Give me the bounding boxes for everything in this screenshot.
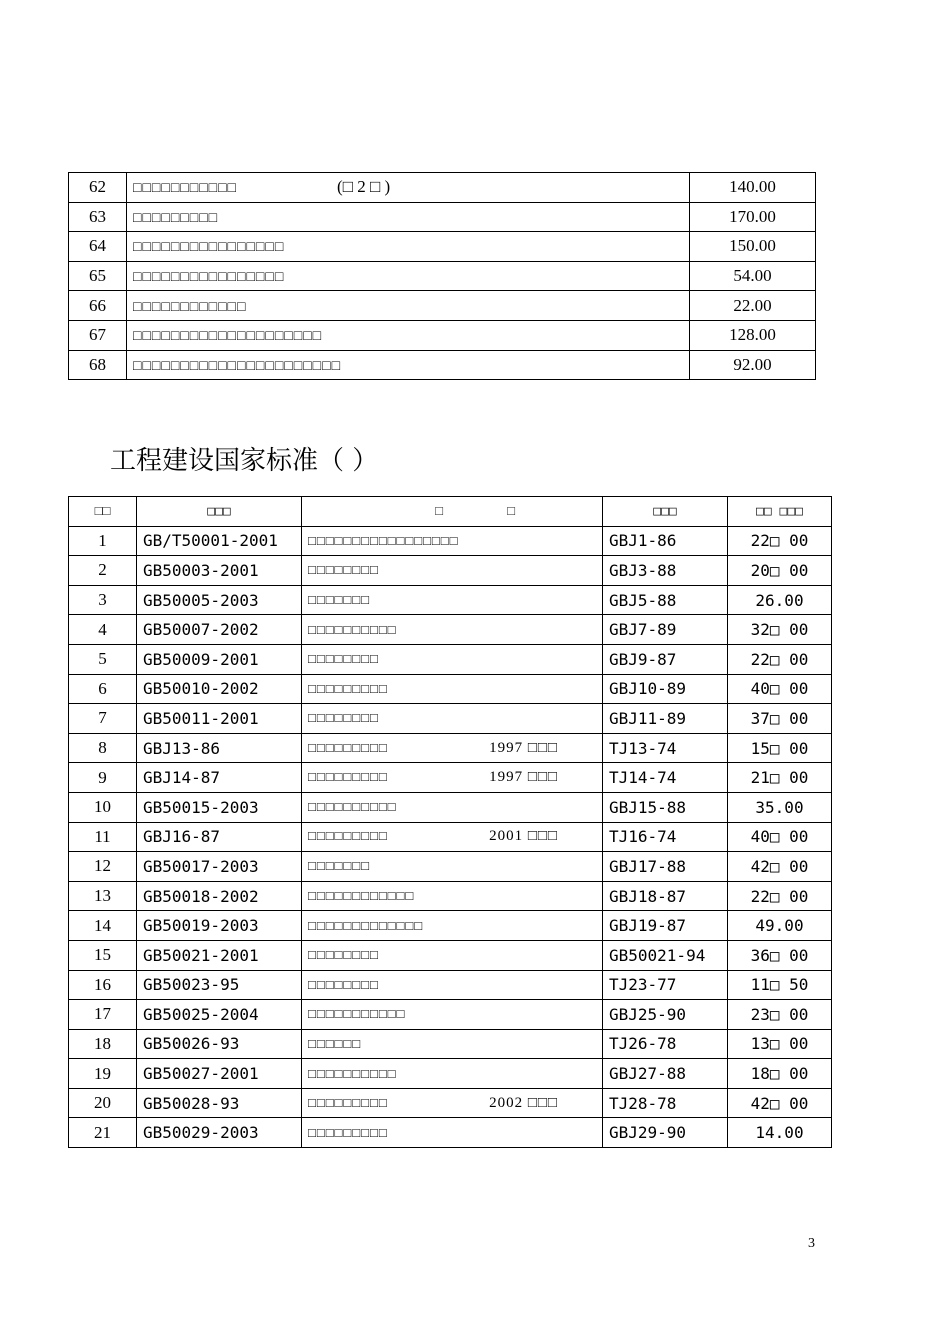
standard-code: GB50019-2003 <box>137 911 302 941</box>
replaced-code: GBJ3-88 <box>603 556 728 586</box>
standards-table <box>68 496 832 1148</box>
book-row <box>69 202 816 232</box>
standard-no: 8 <box>69 733 137 763</box>
standard-code: GB50027-2001 <box>137 1059 302 1089</box>
standard-no: 14 <box>69 911 137 941</box>
standard-code: GB50003-2001 <box>137 556 302 586</box>
standard-name-text: □□□□□□□□□□ <box>308 799 397 815</box>
standard-name <box>302 526 603 556</box>
replaced-code: GBJ5-88 <box>603 585 728 615</box>
standard-name <box>302 970 603 1000</box>
standard-name <box>302 940 603 970</box>
standard-name-text: □□□□□□□□□□□□□□□□□ <box>308 532 459 548</box>
standard-name <box>302 556 603 586</box>
standard-price: 49.00 <box>728 911 832 941</box>
standard-price: 22□ 00 <box>728 644 832 674</box>
standard-price: 23□ 00 <box>728 1000 832 1030</box>
replaced-code: GBJ17-88 <box>603 852 728 882</box>
standard-code: GB50009-2001 <box>137 644 302 674</box>
replaced-code: GBJ9-87 <box>603 644 728 674</box>
replaced-code: GBJ29-90 <box>603 1118 728 1148</box>
standard-name <box>302 911 603 941</box>
book-no: 68 <box>69 350 127 380</box>
standard-no: 13 <box>69 881 137 911</box>
table-row <box>69 733 832 763</box>
book-no: 62 <box>69 173 127 203</box>
standard-name-text: □□□□□□□□□ <box>308 1094 388 1110</box>
table-row <box>69 911 832 941</box>
standard-name-text: □□□□□□□□ <box>308 651 379 667</box>
header-name <box>302 497 603 527</box>
standard-no: 11 <box>69 822 137 852</box>
standard-price: 35.00 <box>728 792 832 822</box>
standard-code: GBJ14-87 <box>137 763 302 793</box>
book-title-text: □□□□□□□□□□□□ <box>133 299 247 315</box>
standard-name <box>302 792 603 822</box>
table-row <box>69 674 832 704</box>
standard-name-text: □□□□□□□□□□□ <box>308 1006 406 1022</box>
replaced-code: GBJ15-88 <box>603 792 728 822</box>
standard-price: 15□ 00 <box>728 733 832 763</box>
book-row <box>69 232 816 262</box>
standards-header-row <box>69 497 832 527</box>
table-row <box>69 1059 832 1089</box>
standard-code: GB50021-2001 <box>137 940 302 970</box>
header-no: □□ <box>69 497 137 527</box>
standard-no: 19 <box>69 1059 137 1089</box>
standard-name-text: □□□□□□□□□ <box>308 769 388 785</box>
replaced-code: TJ23-77 <box>603 970 728 1000</box>
standard-code: GB50007-2002 <box>137 615 302 645</box>
book-price: 140.00 <box>690 173 816 203</box>
book-no: 64 <box>69 232 127 262</box>
standard-no: 4 <box>69 615 137 645</box>
standard-price: 26.00 <box>728 585 832 615</box>
book-title-text: □□□□□□□□□□□□□□□□ <box>133 240 285 256</box>
book-row <box>69 350 816 380</box>
book-title-note: (□ 2 □ ) <box>337 177 391 197</box>
standard-price: 42□ 00 <box>728 852 832 882</box>
standard-name-text: □□□□□□□□□□ <box>308 621 397 637</box>
book-title <box>127 202 690 232</box>
book-title-text: □□□□□□□□□□□□□□□□□□□□□□ <box>133 358 342 374</box>
book-row <box>69 291 816 321</box>
standard-name-text: □□□□□□□□ <box>308 947 379 963</box>
header-name-b: □ <box>507 503 516 519</box>
header-code: □□□ <box>137 497 302 527</box>
standard-no: 6 <box>69 674 137 704</box>
book-title <box>127 261 690 291</box>
standard-name-text: □□□□□□□□□□ <box>308 1065 397 1081</box>
standard-no: 17 <box>69 1000 137 1030</box>
book-title <box>127 350 690 380</box>
table-row <box>69 1000 832 1030</box>
standard-code: GB50011-2001 <box>137 704 302 734</box>
standard-name-text: □□□□□□ <box>308 1035 362 1051</box>
standard-name-text: □□□□□□□□□□□□□ <box>308 917 424 933</box>
standard-name <box>302 585 603 615</box>
header-old-code: □□□ <box>603 497 728 527</box>
book-price: 54.00 <box>690 261 816 291</box>
table-row <box>69 556 832 586</box>
replaced-code: GBJ18-87 <box>603 881 728 911</box>
table-row <box>69 763 832 793</box>
standard-revision-year: 2002 □□□ <box>489 1094 558 1111</box>
table-row <box>69 970 832 1000</box>
book-title <box>127 320 690 350</box>
table-row <box>69 881 832 911</box>
standard-name <box>302 1088 603 1118</box>
standard-price: 20□ 00 <box>728 556 832 586</box>
table-row <box>69 852 832 882</box>
standard-name <box>302 615 603 645</box>
replaced-code: GBJ19-87 <box>603 911 728 941</box>
standard-price: 21□ 00 <box>728 763 832 793</box>
standard-no: 18 <box>69 1029 137 1059</box>
standard-name <box>302 704 603 734</box>
replaced-code: GBJ27-88 <box>603 1059 728 1089</box>
standard-price: 37□ 00 <box>728 704 832 734</box>
book-price: 92.00 <box>690 350 816 380</box>
table-row <box>69 1029 832 1059</box>
standard-name-text: □□□□□□□ <box>308 592 370 608</box>
book-title <box>127 173 690 203</box>
standard-no: 3 <box>69 585 137 615</box>
replaced-code: GBJ10-89 <box>603 674 728 704</box>
replaced-code: TJ16-74 <box>603 822 728 852</box>
standard-code: GB50023-95 <box>137 970 302 1000</box>
header-name-a: □ <box>435 503 444 519</box>
book-title-text: □□□□□□□□□□□ <box>133 181 238 197</box>
book-no: 66 <box>69 291 127 321</box>
standard-no: 15 <box>69 940 137 970</box>
table-row <box>69 792 832 822</box>
standard-revision-year: 1997 □□□ <box>489 769 558 786</box>
book-price: 128.00 <box>690 320 816 350</box>
replaced-code: GBJ1-86 <box>603 526 728 556</box>
book-price: 170.00 <box>690 202 816 232</box>
standard-code: GB50015-2003 <box>137 792 302 822</box>
standard-no: 12 <box>69 852 137 882</box>
standard-price: 14.00 <box>728 1118 832 1148</box>
book-row <box>69 173 816 203</box>
standard-revision-year: 2001 □□□ <box>489 828 558 845</box>
section-title: 工程建设国家标准（ ） <box>110 446 379 476</box>
standard-name <box>302 763 603 793</box>
table-row <box>69 1118 832 1148</box>
standard-code: GB/T50001-2001 <box>137 526 302 556</box>
standard-name <box>302 733 603 763</box>
standard-code: GB50017-2003 <box>137 852 302 882</box>
book-no: 65 <box>69 261 127 291</box>
book-title <box>127 291 690 321</box>
book-title-text: □□□□□□□□□□□□□□□□□□□□ <box>133 329 323 345</box>
table-row <box>69 940 832 970</box>
standard-name <box>302 674 603 704</box>
standard-name-text: □□□□□□□□□ <box>308 680 388 696</box>
book-title-text: □□□□□□□□□□□□□□□□ <box>133 270 285 286</box>
standard-code: GB50018-2002 <box>137 881 302 911</box>
replaced-code: TJ26-78 <box>603 1029 728 1059</box>
replaced-code: GBJ25-90 <box>603 1000 728 1030</box>
standard-code: GBJ16-87 <box>137 822 302 852</box>
standard-name <box>302 1059 603 1089</box>
table-row <box>69 704 832 734</box>
standard-code: GB50028-93 <box>137 1088 302 1118</box>
standard-no: 1 <box>69 526 137 556</box>
standard-price: 40□ 00 <box>728 674 832 704</box>
standard-no: 20 <box>69 1088 137 1118</box>
standard-no: 10 <box>69 792 137 822</box>
book-title-text: □□□□□□□□□ <box>133 210 219 226</box>
standard-code: GB50005-2003 <box>137 585 302 615</box>
standard-price: 11□ 50 <box>728 970 832 1000</box>
standard-revision-year: 1997 □□□ <box>489 739 558 756</box>
book-no: 63 <box>69 202 127 232</box>
standard-price: 36□ 00 <box>728 940 832 970</box>
table-row <box>69 644 832 674</box>
table-row <box>69 1088 832 1118</box>
book-row <box>69 261 816 291</box>
standard-name <box>302 644 603 674</box>
book-no: 67 <box>69 320 127 350</box>
standard-name <box>302 1000 603 1030</box>
table-row <box>69 526 832 556</box>
page-number: 3 <box>808 1236 815 1251</box>
standard-name <box>302 852 603 882</box>
standard-name <box>302 881 603 911</box>
standard-name-text: □□□□□□□□ <box>308 562 379 578</box>
table-row <box>69 615 832 645</box>
table-row <box>69 822 832 852</box>
standard-name-text: □□□□□□□□□ <box>308 828 388 844</box>
standard-name-text: □□□□□□□□□□□□ <box>308 888 415 904</box>
book-price-table <box>68 172 816 380</box>
standard-price: 40□ 00 <box>728 822 832 852</box>
standard-price: 42□ 00 <box>728 1088 832 1118</box>
standard-code: GBJ13-86 <box>137 733 302 763</box>
standard-name-text: □□□□□□□□ <box>308 976 379 992</box>
standard-name-text: □□□□□□□□ <box>308 710 379 726</box>
standard-price: 13□ 00 <box>728 1029 832 1059</box>
standard-code: GB50010-2002 <box>137 674 302 704</box>
standard-price: 22□ 00 <box>728 881 832 911</box>
standard-price: 18□ 00 <box>728 1059 832 1089</box>
standard-no: 5 <box>69 644 137 674</box>
book-row <box>69 320 816 350</box>
standard-price: 22□ 00 <box>728 526 832 556</box>
header-price: □□ □□□ <box>728 497 832 527</box>
table-row <box>69 585 832 615</box>
standard-no: 16 <box>69 970 137 1000</box>
book-title <box>127 232 690 262</box>
replaced-code: GB50021-94 <box>603 940 728 970</box>
standard-no: 2 <box>69 556 137 586</box>
replaced-code: GBJ11-89 <box>603 704 728 734</box>
standard-no: 21 <box>69 1118 137 1148</box>
replaced-code: TJ28-78 <box>603 1088 728 1118</box>
standard-code: GB50029-2003 <box>137 1118 302 1148</box>
standard-name-text: □□□□□□□□□ <box>308 1124 388 1140</box>
standard-name-text: □□□□□□□□□ <box>308 739 388 755</box>
standard-name <box>302 1029 603 1059</box>
standard-name <box>302 1118 603 1148</box>
standard-no: 9 <box>69 763 137 793</box>
standard-code: GB50025-2004 <box>137 1000 302 1030</box>
standard-no: 7 <box>69 704 137 734</box>
standard-price: 32□ 00 <box>728 615 832 645</box>
book-price: 22.00 <box>690 291 816 321</box>
replaced-code: TJ14-74 <box>603 763 728 793</box>
replaced-code: GBJ7-89 <box>603 615 728 645</box>
standard-name <box>302 822 603 852</box>
standard-name-text: □□□□□□□ <box>308 858 370 874</box>
standard-code: GB50026-93 <box>137 1029 302 1059</box>
replaced-code: TJ13-74 <box>603 733 728 763</box>
book-price: 150.00 <box>690 232 816 262</box>
